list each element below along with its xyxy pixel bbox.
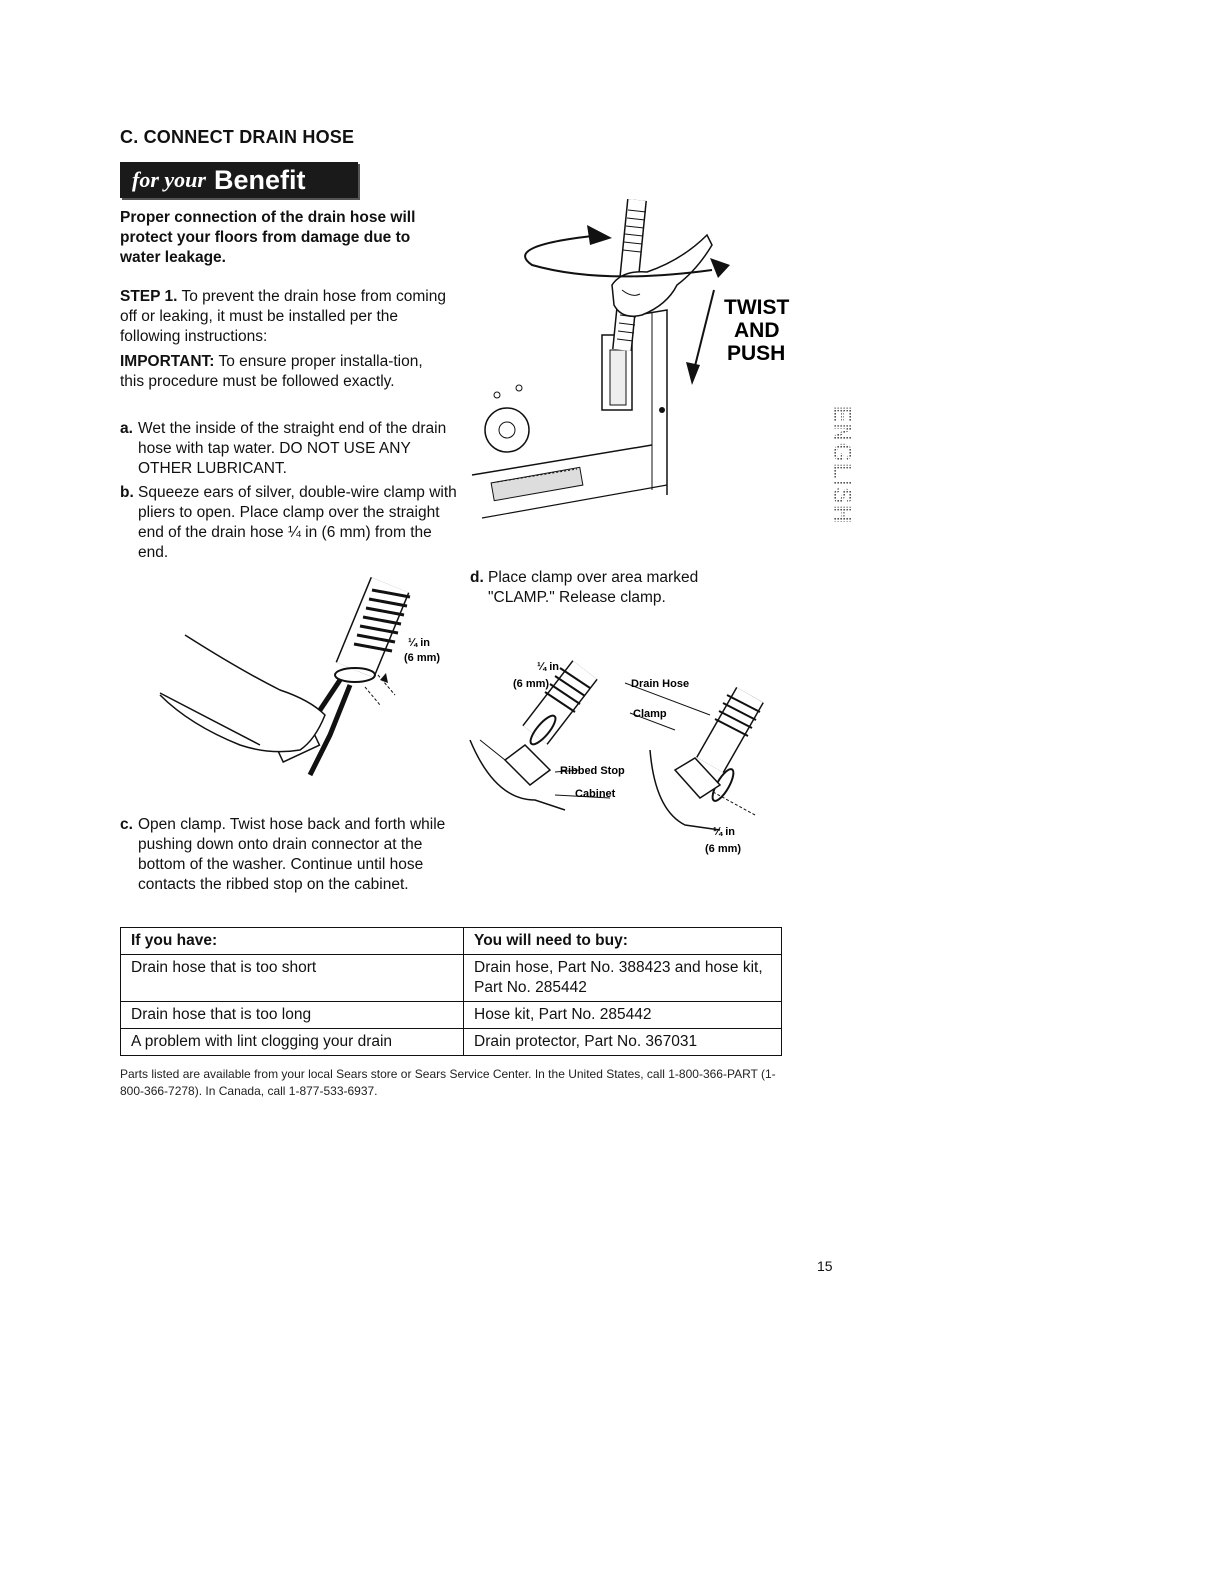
step-b xyxy=(120,483,458,563)
step-c-letter: c. xyxy=(120,816,133,833)
step-d-text: Place clamp over area marked "CLAMP." Release clamp. xyxy=(488,569,699,606)
language-side-tab xyxy=(818,406,856,582)
twist-push-illustration xyxy=(462,190,807,530)
drain-hose-label: Drain Hose xyxy=(631,678,690,690)
intro-text: Proper connection of the drain hose will protect your floors from damage due to water leakage. xyxy=(120,209,416,266)
table-cell: Drain protector, Part No. 367031 xyxy=(464,1029,782,1056)
step1-paragraph xyxy=(120,287,450,347)
step-c xyxy=(120,815,458,895)
twist-label-2: AND xyxy=(734,319,780,342)
parts-footnote: Parts listed are available from your local Sears store or Sears Service Center. In the United States, call 1-800-366-PART (1-800-366-7278). In Canada, call 1-877-533-6937. xyxy=(120,1067,776,1098)
clamp-dim-top-2: (6 mm) xyxy=(513,678,550,690)
parts-table xyxy=(120,927,782,1056)
table-header-row xyxy=(121,928,782,955)
twist-label-3: PUSH xyxy=(727,342,786,365)
step-d xyxy=(470,568,760,608)
important-label: IMPORTANT: xyxy=(120,353,215,370)
table-row xyxy=(121,955,782,1002)
page-number: 15 xyxy=(817,1258,833,1274)
ribbed-stop-label: Ribbed Stop xyxy=(560,765,625,777)
clamp-dim-bot-1: ¼ in xyxy=(713,826,736,838)
important-paragraph xyxy=(120,352,450,392)
step-a xyxy=(120,419,458,479)
table-row xyxy=(121,1002,782,1029)
step1-text: To prevent the drain hose from coming off or leaking, it must be installed per the following instructions: xyxy=(120,288,446,345)
table-cell: Drain hose that is too long xyxy=(121,1002,464,1029)
table-row xyxy=(121,1029,782,1056)
important-text: To ensure proper installa-tion, this procedure must be followed exactly. xyxy=(120,353,423,390)
table-header: If you have: xyxy=(121,928,464,955)
step-a-letter: a. xyxy=(120,420,133,437)
table-header: You will need to buy: xyxy=(464,928,782,955)
pliers-dim-2: (6 mm) xyxy=(404,652,441,664)
clamp-dim-bot-2: (6 mm) xyxy=(705,843,742,855)
section-title: C. CONNECT DRAIN HOSE xyxy=(120,127,355,147)
pliers-illustration xyxy=(150,575,450,800)
banner-for-your: for your xyxy=(132,167,206,192)
banner-benefit: Benefit xyxy=(213,164,306,195)
clamp-dim-top-1: ¼ in xyxy=(537,661,560,673)
step-b-letter: b. xyxy=(120,484,134,501)
step-b-text: Squeeze ears of silver, double-wire clamp with pliers to open. Place clamp over the straight end of the drain hose ¼ in (6 mm) from the end. xyxy=(138,484,457,561)
cabinet-label: Cabinet xyxy=(575,788,616,800)
side-tab-label: ENGLISH xyxy=(828,406,856,525)
pliers-dim-1: ¼ in xyxy=(408,637,431,649)
table-cell: A problem with lint clogging your drain xyxy=(121,1029,464,1056)
clamp-detail-illustration xyxy=(455,650,785,860)
table-cell: Drain hose, Part No. 388423 and hose kit, Part No. 285442 xyxy=(464,955,782,1002)
for-your-benefit-banner xyxy=(120,162,358,198)
table-cell: Hose kit, Part No. 285442 xyxy=(464,1002,782,1029)
twist-label-1: TWIST xyxy=(724,296,790,319)
step-c-text: Open clamp. Twist hose back and forth while pushing down onto drain connector at the bottom of the washer. Continue until hose contacts the ribbed stop on the cabinet. xyxy=(138,816,446,893)
step1-label: STEP 1. xyxy=(120,288,178,305)
step-a-text: Wet the inside of the straight end of the drain hose with tap water. DO NOT USE ANY OTHER LUBRICANT. xyxy=(138,420,447,477)
step-d-letter: d. xyxy=(470,569,484,586)
table-cell: Drain hose that is too short xyxy=(121,955,464,1002)
clamp-label: Clamp xyxy=(633,708,667,720)
